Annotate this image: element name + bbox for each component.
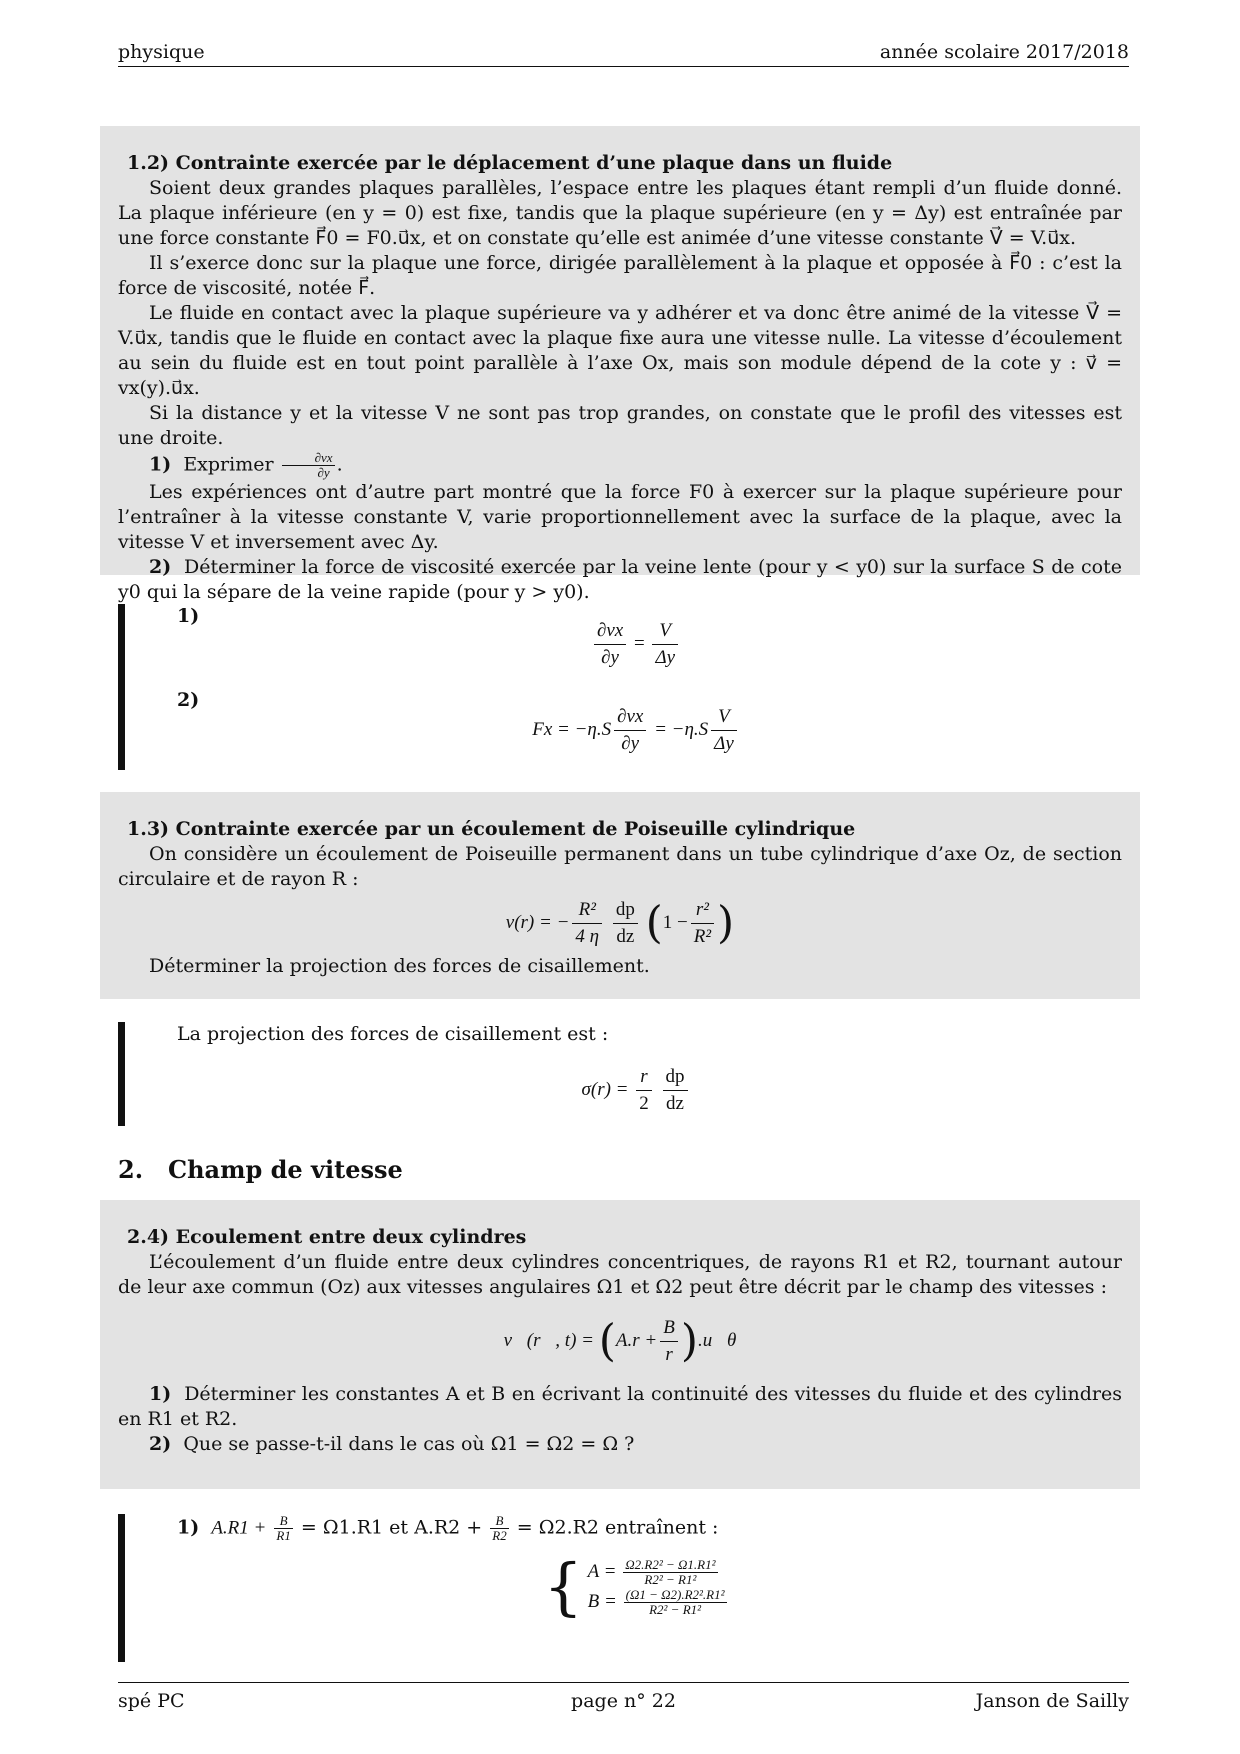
exercise-1-2-paragraph-5: Les expériences ont d’autre part montré que la force F0 à exercer sur la plaque supérieure pour l’entraîner à la vitesse constante V, varie proportionnellement avec la surface de la plaque, avec la vitesse V et inversement avec Δy. bbox=[118, 481, 1122, 553]
answer-1-2 bbox=[118, 604, 1147, 770]
answer-2-number: 2) bbox=[177, 689, 200, 711]
exercise-1-2-paragraph-3: Le fluide en contact avec la plaque supérieure va y adhérer et va donc être animé de la vitesse V⃗ = V.u⃗x, tandis que le fluide en contact avec la plaque fixe aura une vitesse nulle. La vitesse d’écoulement au sein du fluide est en tout point parallèle à l’axe Ox, mais son module dépend de la cote y : v⃗ = vx(y).u⃗x. bbox=[118, 302, 1122, 399]
left-brace: { bbox=[543, 1550, 583, 1623]
velocity-lhs: v(r) = − bbox=[505, 912, 570, 933]
fraction-denominator: ∂y bbox=[621, 733, 640, 754]
answer-2-4-line bbox=[177, 1514, 718, 1543]
exercise-1-2-question-1: 1) Exprimer $\frac{\partial vx}{\partial y}$ . bbox=[149, 450, 343, 480]
velocity-field-equation bbox=[118, 1300, 1122, 1382]
answer-1-3-text: La projection des forces de cisaillement est : bbox=[177, 1023, 609, 1045]
fraction-numerator: dp bbox=[613, 897, 638, 924]
fraction-denominator: ∂y bbox=[317, 465, 330, 480]
footer-class: spé PC bbox=[118, 1690, 185, 1712]
fraction-denominator: R1 bbox=[276, 1528, 291, 1543]
exercise-1-2-paragraph-1: Soient deux grandes plaques parallèles, l’espace entre les plaques étant rempli d’un fluide donné. La plaque inférieure (en y = 0) est fixe, tandis que la plaque supérieure (en y = Δy) est entraînée par une force constante F⃗0 = F0.u⃗x, et on constate qu’elle est animée d’une vitesse constante V⃗ = V.u⃗x. bbox=[118, 177, 1122, 249]
system-lines bbox=[588, 1557, 729, 1617]
section-number: 2. bbox=[118, 1155, 144, 1184]
fraction-numerator: (Ω1 − Ω2).R2².R1² bbox=[625, 1587, 725, 1603]
fraction-denominator: dz bbox=[666, 1093, 684, 1114]
left-paren: ( bbox=[645, 897, 663, 949]
b-lhs: B = bbox=[587, 1591, 617, 1612]
a-fraction bbox=[623, 1558, 717, 1587]
fraction-denominator: 2 bbox=[639, 1093, 649, 1114]
equation-rhs-fraction bbox=[652, 618, 678, 671]
header-subject: physique bbox=[118, 41, 205, 63]
constant-b-line bbox=[588, 1587, 729, 1617]
fraction-numerator: B bbox=[660, 1315, 678, 1342]
shear-lhs: σ(r) = bbox=[581, 1078, 629, 1100]
fraction-numerator: R² bbox=[572, 897, 602, 924]
footer-school: Janson de Sailly bbox=[975, 1690, 1129, 1712]
force-lhs: Fx = −η.S bbox=[532, 718, 612, 740]
left-paren: ( bbox=[598, 1315, 616, 1367]
equation-dvx-dy bbox=[125, 618, 1147, 671]
b-over-r bbox=[660, 1315, 678, 1368]
question-2-number: 2) bbox=[149, 556, 172, 578]
continuity-part-2: = Ω1.R1 et A.R2 + bbox=[300, 1516, 483, 1539]
continuity-part-1: A.R1 + bbox=[211, 1517, 267, 1539]
fraction-numerator: V bbox=[652, 618, 678, 645]
answer-1-3 bbox=[118, 1022, 1147, 1126]
page-footer bbox=[118, 1682, 1129, 1719]
fraction-denominator: Δy bbox=[714, 733, 734, 754]
exercise-1-3-paragraph-2: Déterminer la projection des forces de cisaillement. bbox=[149, 955, 650, 977]
fraction-denominator: R² bbox=[693, 926, 712, 948]
section-2-heading bbox=[118, 1157, 403, 1182]
exercise-2-4-question-1 bbox=[118, 1382, 1122, 1432]
question-1-number: 1) bbox=[149, 453, 172, 476]
exercise-1-3-box bbox=[100, 792, 1140, 999]
fraction-numerator: Ω2.R2² − Ω1.R1² bbox=[625, 1557, 716, 1572]
fraction-numerator: V bbox=[711, 704, 737, 731]
fraction-denominator: R2 bbox=[492, 1528, 507, 1543]
fraction-numerator: dp bbox=[663, 1064, 688, 1091]
exercise-1-2-question-2 bbox=[118, 555, 1122, 605]
a-lhs: A = bbox=[587, 1560, 617, 1582]
r2-over-4eta bbox=[572, 897, 602, 950]
exercise-1-2-title: 1.2) Contrainte exercée par le déplacement d’une plaque dans un fluide bbox=[127, 152, 893, 174]
fraction-denominator: R2² − R1² bbox=[644, 1572, 697, 1587]
fraction-denominator: r bbox=[665, 1344, 673, 1366]
r-over-2 bbox=[636, 1064, 652, 1117]
fraction-numerator: B bbox=[490, 1514, 508, 1529]
header-year: année scolaire 2017/2018 bbox=[879, 41, 1129, 63]
equation-viscous-force bbox=[125, 704, 1147, 757]
paren-content: 1 − bbox=[662, 912, 688, 933]
fraction-numerator: r² bbox=[691, 897, 714, 924]
exercise-2-4-question-2 bbox=[118, 1432, 1122, 1457]
footer-page-number: page n° 22 bbox=[571, 1690, 676, 1712]
question-1-text: Exprimer bbox=[183, 453, 274, 476]
b-fraction bbox=[624, 1588, 727, 1617]
shear-stress-equation bbox=[125, 1064, 1147, 1117]
question-2-number: 2) bbox=[149, 1433, 172, 1455]
fraction-denominator: dz bbox=[616, 926, 635, 948]
force-fraction-2 bbox=[711, 704, 737, 757]
constant-a-line bbox=[588, 1557, 729, 1587]
exercise-1-2-box bbox=[100, 126, 1140, 603]
field-lhs: v⃗(r⃗, t) = bbox=[503, 1330, 594, 1351]
fraction-denominator: Δy bbox=[655, 647, 676, 668]
b-over-r1 bbox=[274, 1514, 292, 1543]
answer-1-number: 1) bbox=[177, 605, 200, 627]
b-over-r2 bbox=[490, 1514, 508, 1543]
fraction-denominator: R2² − R1² bbox=[649, 1602, 702, 1618]
equation-lhs-fraction bbox=[594, 618, 626, 671]
fraction-numerator: r bbox=[636, 1064, 652, 1091]
fraction-numerator: ∂vx bbox=[282, 451, 335, 466]
fraction-numerator: B bbox=[274, 1514, 292, 1529]
equals-sign: = bbox=[633, 632, 645, 654]
r2-over-R2 bbox=[691, 897, 714, 950]
fraction-numerator: ∂vx bbox=[614, 704, 646, 731]
dp-dz-fraction bbox=[613, 897, 638, 950]
unit-vector: .u⃗θ bbox=[698, 1330, 737, 1351]
poiseuille-velocity-equation bbox=[118, 892, 1122, 954]
constants-system bbox=[125, 1550, 1147, 1623]
force-fraction-1 bbox=[614, 704, 646, 757]
fraction-denominator: 4 η bbox=[575, 926, 600, 948]
right-paren: ) bbox=[717, 897, 735, 949]
exercise-1-2-paragraph-4: Si la distance y et la vitesse V ne sont pas trop grandes, on constate que le profil des vitesses est une droite. bbox=[118, 402, 1122, 449]
fraction-numerator: ∂vx bbox=[594, 618, 626, 645]
fraction-denominator: ∂y bbox=[601, 647, 619, 668]
exercise-2-4-title: 2.4) Ecoulement entre deux cylindres bbox=[127, 1226, 527, 1248]
exercise-1-3-paragraph-1: On considère un écoulement de Poiseuille permanent dans un tube cylindrique d’axe Oz, de section circulaire et de rayon R : bbox=[118, 843, 1122, 890]
answer-2-4 bbox=[118, 1514, 1147, 1662]
exercise-1-2-paragraph-2: Il s’exerce donc sur la plaque une force, dirigée parallèlement à la plaque et opposée à F⃗0 : c’est la force de viscosité, notée F⃗. bbox=[118, 252, 1122, 299]
dvx-dy-fraction bbox=[282, 451, 335, 480]
force-middle: = −η.S bbox=[654, 718, 709, 740]
right-paren: ) bbox=[680, 1315, 699, 1367]
section-title: Champ de vitesse bbox=[168, 1155, 403, 1184]
continuity-part-3: = Ω2.R2 entraînent : bbox=[516, 1516, 719, 1539]
exercise-1-3-title: 1.3) Contrainte exercée par un écoulement de Poiseuille cylindrique bbox=[127, 818, 856, 840]
paren-content: A.r + bbox=[615, 1330, 658, 1351]
page-header bbox=[118, 40, 1129, 67]
question-1-number: 1) bbox=[149, 1383, 172, 1405]
question-2-text: Déterminer la force de viscosité exercée par la veine lente (pour y < y0) sur la surface S de cote y0 qui la sépare de la veine rapide (pour y > y0). bbox=[118, 556, 1122, 603]
dp-dz-fraction bbox=[663, 1064, 688, 1117]
exercise-2-4-paragraph-1: L’écoulement d’un fluide entre deux cylindres concentriques, de rayons R1 et R2, tournant autour de leur axe commun (Oz) aux vitesses angulaires Ω1 et Ω2 peut être décrit par le champ des vitesses : bbox=[118, 1251, 1122, 1298]
question-2-text: Que se passe-t-il dans le cas où Ω1 = Ω2 = Ω ? bbox=[183, 1433, 635, 1455]
question-1-text: Déterminer les constantes A et B en écrivant la continuité des vitesses du fluide et des cylindres en R1 et R2. bbox=[118, 1383, 1122, 1430]
answer-1-number: 1) bbox=[177, 1516, 200, 1539]
exercise-2-4-box bbox=[100, 1200, 1140, 1489]
